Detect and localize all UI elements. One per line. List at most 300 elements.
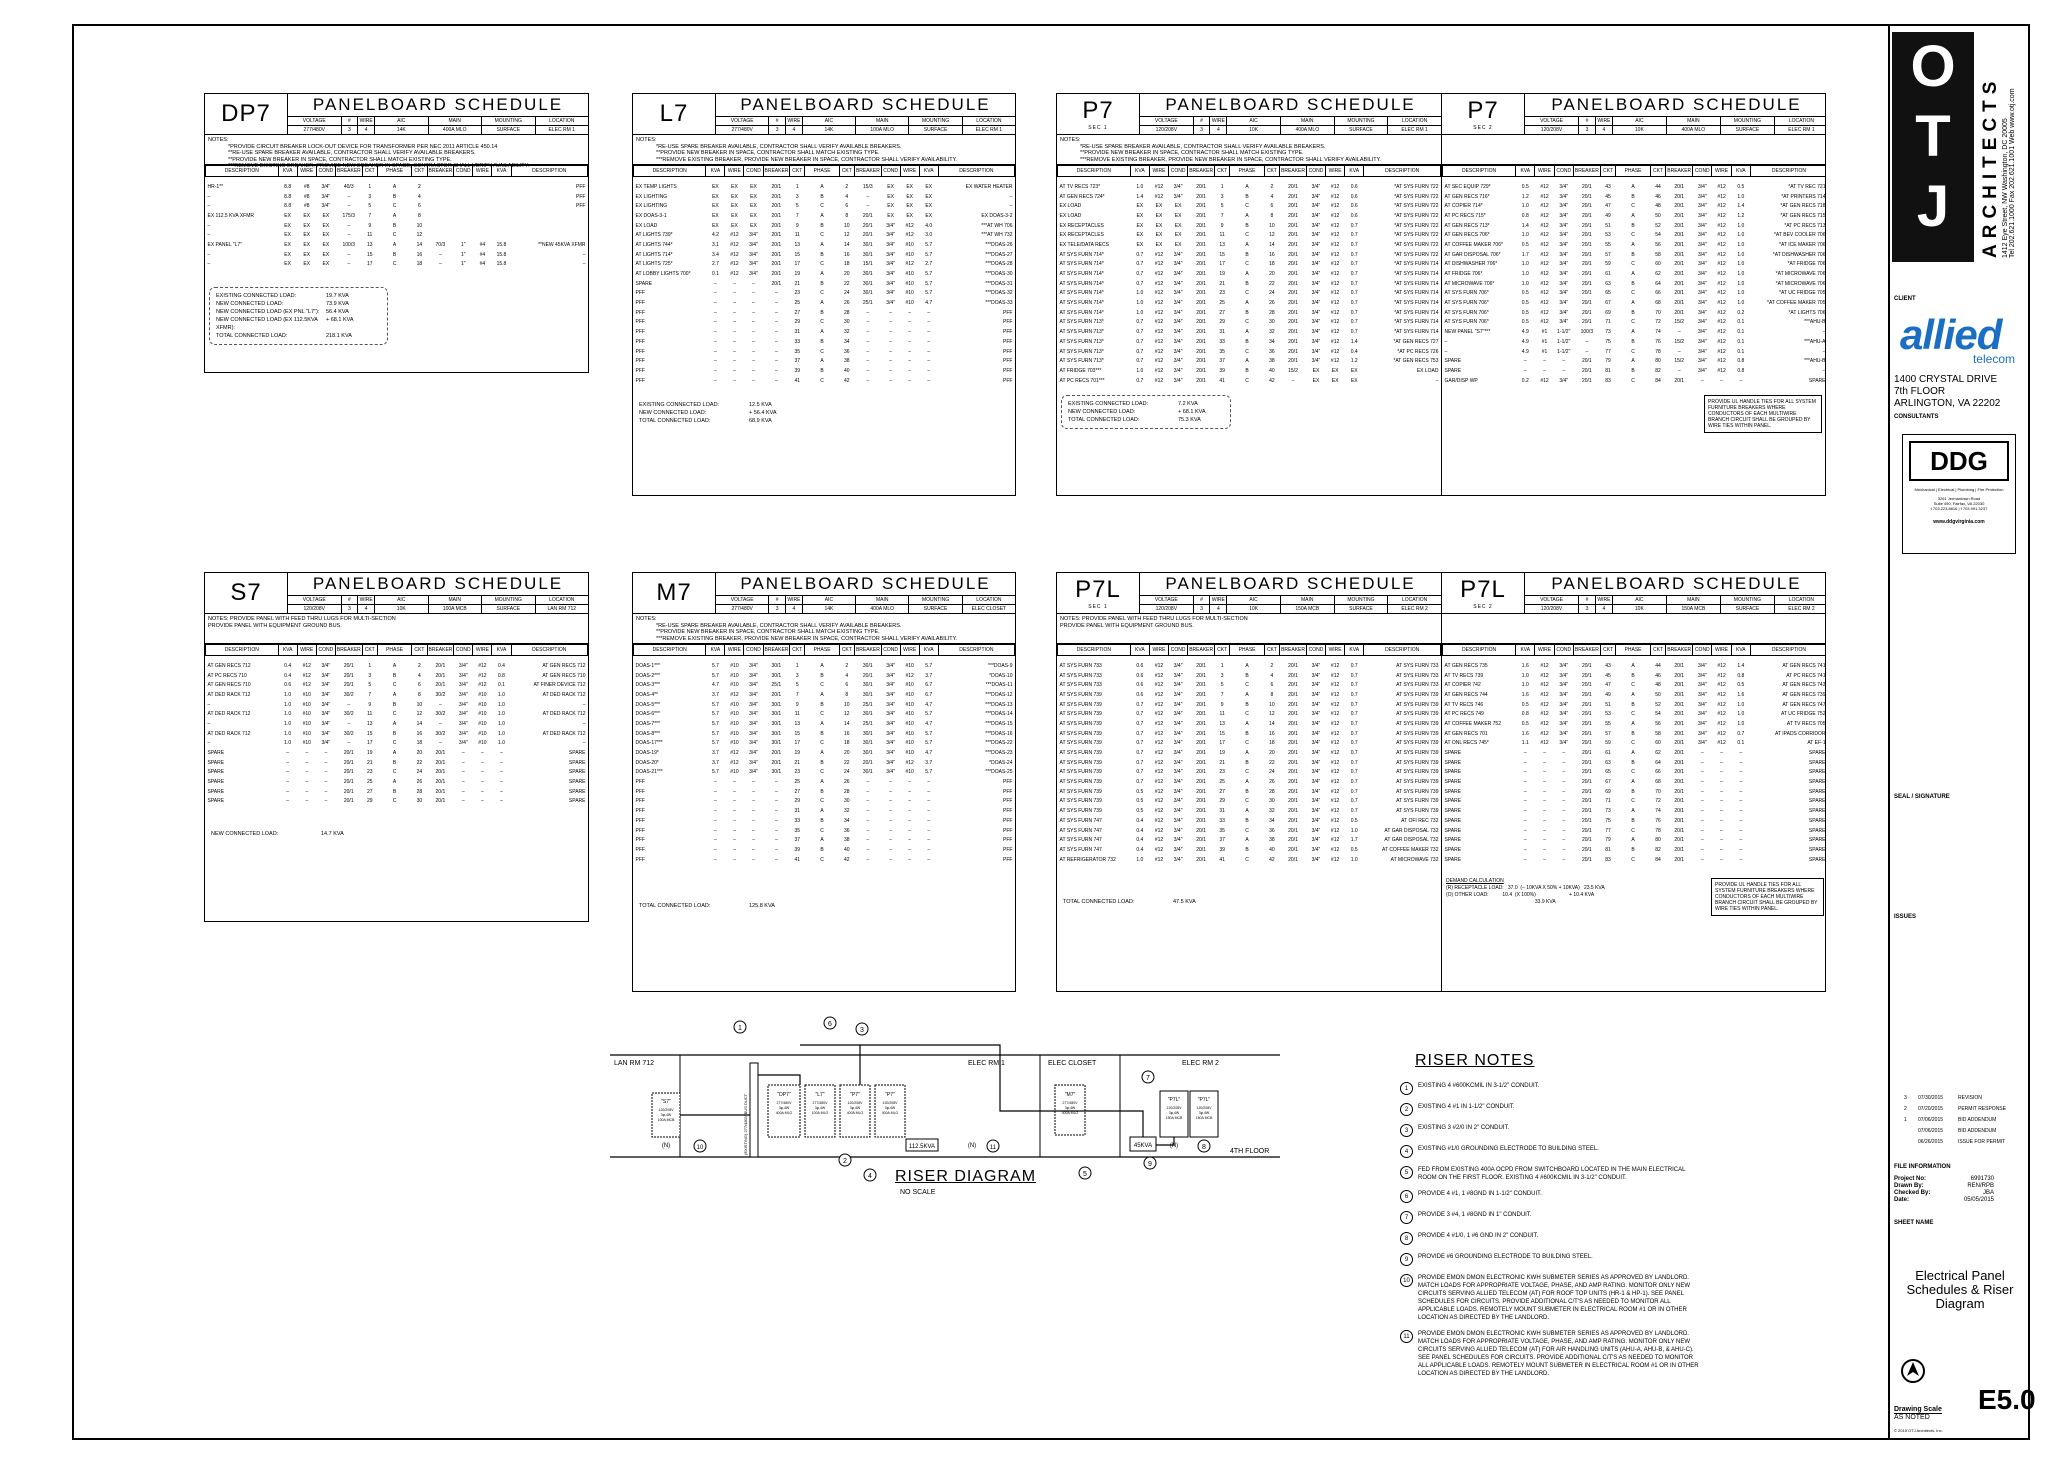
table-row	[634, 739, 1015, 749]
table-row	[1058, 269, 1441, 279]
spec-header: MOUNTING	[1721, 117, 1774, 126]
table-row	[634, 816, 1015, 826]
table-cell: AT DED RACK 712	[207, 711, 251, 718]
table-cell: –	[908, 319, 912, 326]
table-cell: 1.2	[1521, 193, 1529, 200]
table-cell: –	[324, 769, 328, 776]
table-cell: 20/1	[1196, 856, 1206, 863]
column-header: WIRE	[473, 166, 492, 177]
table-cell: 3/4"	[1311, 682, 1321, 689]
riser-panel-p7l-a	[1160, 1091, 1188, 1137]
table-cell: AT SYS FURN 739	[1396, 759, 1439, 766]
table-cell: 28	[844, 788, 850, 795]
table-cell: EX	[887, 212, 894, 219]
table-cell: AT DED RACK 712	[542, 730, 586, 737]
table-cell: 3/4"	[1311, 701, 1321, 708]
table-cell: C	[1631, 290, 1635, 297]
table-cell: 42	[1269, 856, 1275, 863]
table-cell: PFF	[635, 338, 645, 345]
table-cell: 30/1	[862, 730, 873, 737]
table-cell: #12	[478, 682, 487, 689]
column-header: CKT	[1600, 166, 1615, 177]
table-cell: #12	[1717, 251, 1726, 258]
table-cell: 34	[1269, 338, 1275, 345]
table-cell: 3/4"	[1173, 358, 1183, 365]
table-cell: 1.0	[284, 711, 292, 718]
column-header: BREAKER	[1573, 645, 1600, 656]
table-cell: 37	[1219, 358, 1225, 365]
spec-header: AIC	[1613, 117, 1666, 126]
load-value: 19.7 KVA	[326, 293, 349, 300]
riser-panel-spec: 120/208V	[882, 1101, 898, 1105]
table-cell: –	[733, 798, 736, 805]
table-cell: –	[889, 348, 892, 355]
spec-value: 150A MCB	[1295, 606, 1320, 612]
table-cell: AT SYS FURN 739	[1396, 691, 1439, 698]
table-cell: –	[1523, 808, 1527, 815]
spec-value: 4	[1602, 606, 1606, 612]
table-cell: AT SYS FURN 739	[1059, 720, 1102, 727]
table-cell: 4.7	[925, 720, 933, 727]
table-cell: 3	[368, 672, 372, 679]
table-cell: 20/1	[771, 280, 782, 287]
table-row	[1058, 289, 1441, 299]
table-cell: #12	[1154, 720, 1164, 727]
column-header: BREAKER	[763, 166, 790, 177]
table-cell: EX LOAD	[1416, 367, 1439, 374]
column-header: COND	[1693, 166, 1712, 177]
table-cell: *AT SYS FURN 722	[1394, 251, 1439, 258]
table-cell: B	[1631, 672, 1635, 679]
table-cell: 5.7	[711, 769, 719, 776]
table-cell: #12	[1717, 711, 1726, 718]
table-cell: –	[207, 261, 211, 268]
table-row	[634, 201, 1015, 211]
table-cell: –	[889, 808, 892, 815]
spec-value: SURFACE	[1349, 127, 1373, 133]
table-row	[206, 182, 588, 192]
spec-header: MAIN	[856, 596, 908, 605]
table-cell: 1.0	[284, 730, 292, 737]
panel-spec	[716, 596, 1015, 613]
table-cell: 12	[416, 711, 423, 718]
table-cell: #10	[905, 691, 914, 698]
table-cell: B	[392, 193, 397, 200]
table-cell: 35	[1219, 348, 1225, 355]
sheet-name-label: SHEET NAME	[1894, 1220, 1934, 1226]
spec-col	[716, 596, 769, 613]
table-cell: 20/1	[1288, 837, 1298, 844]
table-cell: AT SYS FURN 747	[1059, 837, 1102, 844]
table-cell: 30/1	[862, 750, 873, 757]
table-cell: PFF	[635, 367, 645, 374]
table-cell: –	[866, 193, 870, 200]
panel-notes-blank	[1442, 614, 1826, 644]
table-cell: –	[889, 329, 892, 336]
table-row	[206, 671, 588, 681]
spec-col	[1613, 117, 1667, 134]
table-row	[1058, 835, 1441, 845]
table-cell: 2	[417, 662, 421, 669]
table-row	[634, 356, 1015, 366]
spec-col	[909, 117, 962, 134]
table-cell: 12	[844, 232, 850, 239]
table-cell: 20/1	[1581, 750, 1592, 757]
table-cell: –	[733, 358, 736, 365]
load-row	[639, 409, 1009, 417]
table-row	[634, 308, 1015, 318]
table-row	[1443, 816, 1827, 826]
table-cell: EX	[284, 212, 291, 219]
table-cell: 1.0	[1737, 290, 1745, 297]
panel-p7l	[1056, 572, 1826, 992]
table-cell: –	[1543, 750, 1546, 757]
table-cell: 3/4"	[458, 691, 468, 698]
table-cell: B	[820, 672, 824, 679]
table-cell: ***DOAS-16	[985, 730, 1013, 737]
spec-value: 10K	[396, 606, 406, 612]
spec-value: ELEC RM 2	[1401, 606, 1428, 612]
table-cell: 20/1	[1581, 808, 1592, 815]
table-cell: 20/1	[1288, 740, 1298, 747]
table-cell: 0.7	[1350, 730, 1358, 737]
table-cell: 70	[1655, 309, 1661, 316]
load-value: 218.1 KVA	[326, 333, 352, 340]
table-cell: 77	[1605, 348, 1611, 355]
table-cell: –	[461, 759, 465, 766]
spec-col	[856, 596, 909, 613]
table-cell: AT SYS FURN 733	[1396, 662, 1439, 669]
table-cell: 5	[368, 682, 372, 689]
table-cell: C	[1245, 261, 1249, 268]
riser-note	[1400, 1274, 1700, 1322]
column-header: COND	[316, 645, 335, 656]
table-cell: 1.0	[498, 711, 505, 718]
table-cell: –	[582, 740, 586, 747]
panel-table-sec2	[1442, 644, 1826, 864]
table-cell: –	[500, 788, 503, 795]
table-cell: 1.7	[1521, 251, 1529, 258]
table-cell: B	[820, 193, 824, 200]
table-cell: 4	[845, 672, 849, 679]
table-cell: 20/1	[1196, 261, 1206, 268]
table-cell: A	[1245, 300, 1249, 307]
table-cell: #12	[1540, 290, 1549, 297]
table-cell: 20/1	[1674, 280, 1685, 287]
table-cell: #12	[730, 271, 739, 278]
table-cell: 5	[1220, 682, 1224, 689]
issue-row	[1904, 1125, 2026, 1136]
table-cell: 20/1	[343, 672, 354, 679]
table-cell: ***DOAS-26	[985, 241, 1013, 248]
load-value: 56.4 KVA	[326, 309, 349, 316]
panel-name-text: P7	[1082, 97, 1114, 124]
table-cell: 61	[1605, 750, 1611, 757]
table-cell: 3/4"	[1559, 212, 1569, 219]
table-cell: 3/4"	[1311, 720, 1321, 727]
column-header: COND	[744, 645, 763, 656]
table-cell: 0.7	[1350, 232, 1358, 239]
table-cell: A	[1631, 300, 1635, 307]
panel-p7	[1056, 93, 1826, 496]
note-line: ***REMOVE EXISTING BREAKER, PROVIDE NEW BREAKER IN SPACE, CONTRACTOR SHALL VERIFY AVAILABILITY.	[1080, 156, 1382, 163]
riser-note-text: EXISTING 4 #1 IN 1-1/2" CONDUIT.	[1418, 1104, 1515, 1110]
table-row	[1058, 680, 1441, 690]
table-cell: 33	[794, 338, 801, 345]
table-cell: B	[392, 672, 397, 679]
table-cell: 100/3	[1580, 329, 1594, 336]
table-cell: 3/4"	[886, 300, 895, 307]
table-cell: 60	[1655, 740, 1661, 747]
table-cell: #12	[1330, 348, 1340, 355]
table-cell: 30/2	[435, 711, 446, 718]
table-cell: *AT SYS FURN 714	[1394, 261, 1439, 268]
table-cell: B	[1245, 817, 1249, 824]
table-cell: 20/1	[1581, 232, 1592, 239]
room-label: 4TH FLOOR	[1230, 1148, 1270, 1155]
spec-header: AIC	[1613, 596, 1666, 605]
table-cell: 20/1	[1581, 711, 1592, 718]
table-cell: AT SEC EQUIP 729*	[1444, 183, 1491, 190]
table-cell: –	[347, 222, 351, 229]
table-cell: 26	[844, 300, 850, 307]
table-row	[1443, 366, 1827, 376]
table-cell: –	[774, 338, 778, 345]
table-cell: 41	[1219, 856, 1225, 863]
spec-header: WIRE	[1597, 118, 1611, 124]
table-cell: 3/4"	[1173, 300, 1183, 307]
table-cell: –	[1543, 358, 1546, 365]
table-cell: –	[714, 348, 717, 355]
table-cell: SPARE	[1444, 846, 1462, 853]
table-cell: –	[714, 837, 717, 844]
spec-header: LOCATION	[963, 117, 1015, 126]
table-cell: –	[1677, 348, 1681, 355]
table-cell: 0.4	[1136, 817, 1144, 824]
table-cell: 3/4"	[321, 711, 331, 718]
table-cell: #12	[1330, 808, 1340, 815]
spec-header: MAIN	[1281, 117, 1334, 126]
table-cell: –	[1543, 846, 1546, 853]
table-cell: A	[1245, 183, 1249, 190]
spec-value: 4	[1216, 127, 1220, 133]
table-cell: 3.4	[711, 251, 719, 258]
table-cell: 3/4"	[886, 251, 895, 258]
panel-title: PANELBOARD SCHEDULE	[1140, 573, 1441, 596]
table-cell: *AT LIGHTS 706	[1788, 309, 1826, 316]
table-cell: B	[1631, 193, 1635, 200]
table-cell: 0.7	[1136, 338, 1144, 345]
table-cell: –	[582, 261, 586, 268]
spec-col	[1194, 596, 1211, 613]
table-cell: –	[500, 750, 503, 757]
table-row	[1443, 230, 1827, 240]
table-cell: SPARE	[568, 769, 586, 776]
table-cell: EX	[712, 203, 719, 210]
table-cell: 20/1	[1581, 856, 1592, 863]
table-cell: 59	[1605, 261, 1611, 268]
spec-value: ELEC RM 1	[548, 127, 575, 133]
table-cell: 3/4"	[1173, 711, 1183, 718]
table-cell: 1.0	[1136, 367, 1144, 374]
table-cell: AT SYS FURN 714*	[1059, 300, 1104, 307]
column-header: BREAKER	[427, 645, 454, 656]
table-cell: #12	[1717, 232, 1726, 239]
spec-header: WIRE	[359, 597, 373, 603]
table-cell: AT SYS FURN 713*	[1059, 358, 1104, 365]
table-cell: AT COFFEE MAKER 752	[1444, 720, 1501, 727]
table-cell: 0.7	[1136, 701, 1144, 708]
table-cell: 25	[366, 779, 373, 786]
table-cell: #12	[1154, 769, 1164, 776]
table-row	[1058, 709, 1441, 719]
table-cell: 3/4"	[1311, 788, 1321, 795]
table-cell: –	[752, 290, 755, 297]
table-row	[1058, 758, 1441, 768]
table-cell: SPARE	[568, 779, 586, 786]
table-cell: *AT BEV COOLER 706	[1773, 232, 1826, 239]
table-row	[1058, 690, 1441, 700]
table-cell: #12	[1540, 203, 1549, 210]
table-cell: 1-1/2"	[1557, 348, 1571, 355]
table-cell: EX RECEPTACLES	[1059, 222, 1104, 229]
riser-panel-name: "L7"	[815, 1092, 825, 1098]
table-cell: 30/1	[862, 682, 873, 689]
table-cell: A	[1631, 750, 1635, 757]
table-cell: –	[714, 377, 717, 384]
table-cell: 3/4"	[1173, 682, 1183, 689]
table-cell: SPARE	[1808, 817, 1826, 824]
table-cell: *AT SYS FURN 714	[1394, 280, 1439, 287]
table-cell: 3/4"	[886, 730, 895, 737]
table-cell: 5.7	[925, 662, 933, 669]
table-cell: ***DOAS-30	[985, 271, 1013, 278]
table-row	[634, 826, 1015, 836]
table-row	[206, 201, 588, 211]
table-cell: 68	[1655, 300, 1661, 307]
table-cell: –	[733, 367, 736, 374]
table-cell: 3/4"	[1173, 846, 1183, 853]
table-cell: –	[207, 222, 211, 229]
table-cell: –	[347, 720, 351, 727]
riser-note-number: 2	[1400, 1103, 1413, 1116]
table-cell: 2	[417, 183, 421, 190]
table-cell: 39	[1219, 846, 1225, 853]
table-cell: *AT COFFEE MAKER 705	[1767, 300, 1826, 307]
table-cell: 26	[844, 779, 850, 786]
table-cell: 75	[1605, 338, 1611, 345]
table-cell: 32	[1269, 808, 1275, 815]
table-cell: SPARE	[635, 280, 653, 287]
table-cell: 3/4"	[1697, 348, 1707, 355]
table-cell	[473, 221, 492, 231]
table-cell: 30/2	[435, 730, 446, 737]
table-cell: –	[733, 348, 736, 355]
table-cell: 10	[1269, 701, 1275, 708]
table-cell: *DOAS-24	[989, 759, 1013, 766]
table-cell: 28	[844, 309, 850, 316]
load-value: 7.2 KVA	[1178, 401, 1198, 408]
table-cell: ***DOAS-23	[985, 750, 1013, 757]
table-cell: 22	[416, 759, 423, 766]
spec-header: VOLTAGE	[1525, 117, 1578, 126]
table-cell: B	[820, 788, 824, 795]
note-line: ***REMOVE EXISTING BREAKER, PROVIDE NEW BREAKER IN SPACE, CONTRACTOR SHALL VERIFY AVAILABILITY.	[228, 163, 530, 169]
table-cell: A	[392, 183, 397, 190]
table-cell: –	[1009, 203, 1013, 210]
column-header: DESCRIPTION	[1364, 645, 1441, 656]
column-header: BREAKER	[1573, 166, 1600, 177]
table-cell: 3/4"	[1559, 682, 1569, 689]
load-row	[216, 308, 381, 316]
table-cell: –	[286, 769, 290, 776]
table-cell: –	[866, 367, 870, 374]
table-cell: 3/4"	[321, 183, 331, 190]
table-cell: –	[207, 720, 211, 727]
table-cell: 0.7	[1350, 682, 1358, 689]
table-cell: –	[286, 759, 290, 766]
table-cell: –	[207, 193, 211, 200]
table-cell: PFF	[1003, 779, 1013, 786]
table-cell: SPARE	[207, 788, 225, 795]
load-label: NEW CONNECTED LOAD:	[211, 831, 279, 838]
table-cell: –	[1720, 798, 1723, 805]
spec-value: 120/208V	[1155, 606, 1178, 612]
table-cell: EX	[750, 222, 757, 229]
riser-panel-spec: 400A MLO	[1061, 1111, 1079, 1115]
table-row	[1443, 376, 1827, 386]
table-row	[1443, 356, 1827, 366]
table-cell: 20/1	[1288, 251, 1298, 258]
consultant-web: www.ddgvirginia.com	[1933, 519, 1985, 525]
table-cell: –	[500, 769, 503, 776]
table-cell: 3/4"	[1173, 817, 1183, 824]
column-header: CKT	[790, 645, 805, 656]
table-cell: EX	[731, 212, 738, 219]
load-value: + 68.1 KVA	[326, 317, 354, 324]
table-cell: –	[908, 827, 912, 834]
table-cell: 0.7	[1136, 779, 1144, 786]
table-cell: #10	[905, 251, 914, 258]
spec-value: 277/480V	[303, 127, 325, 133]
table-cell: EX	[1155, 203, 1163, 210]
table-cell: –	[889, 377, 892, 384]
table-cell: #10	[478, 720, 487, 727]
table-cell: #10	[730, 720, 739, 727]
spec-header: LOCATION	[1775, 117, 1826, 126]
table-cell: 0.6	[1350, 212, 1358, 219]
table-cell: AT SYS FURN 714*	[1059, 309, 1104, 316]
table-cell: 54	[1655, 711, 1661, 718]
table-cell: –	[1700, 769, 1704, 776]
table-cell: 82	[1655, 367, 1661, 374]
table-cell: EX	[1331, 377, 1339, 384]
table-cell: DOAS-7***	[635, 720, 660, 727]
table-cell: 3/4"	[1173, 261, 1183, 268]
column-header: BREAKER	[1666, 645, 1693, 656]
table-cell: 9	[1220, 701, 1224, 708]
table-cell: 3/4"	[1559, 691, 1569, 698]
table-cell: 3/4"	[1697, 720, 1707, 727]
table-cell: 1	[795, 662, 799, 669]
column-header: KVA	[1345, 645, 1364, 656]
table-cell: 20/1	[1581, 377, 1592, 384]
drawing-scale-value: AS NOTED	[1894, 1414, 1930, 1421]
issues-label: ISSUES	[1894, 914, 1917, 920]
sheet-name-line: Electrical Panel	[1915, 1268, 2005, 1283]
spec-header: #	[1579, 117, 1595, 126]
table-row	[634, 289, 1015, 299]
